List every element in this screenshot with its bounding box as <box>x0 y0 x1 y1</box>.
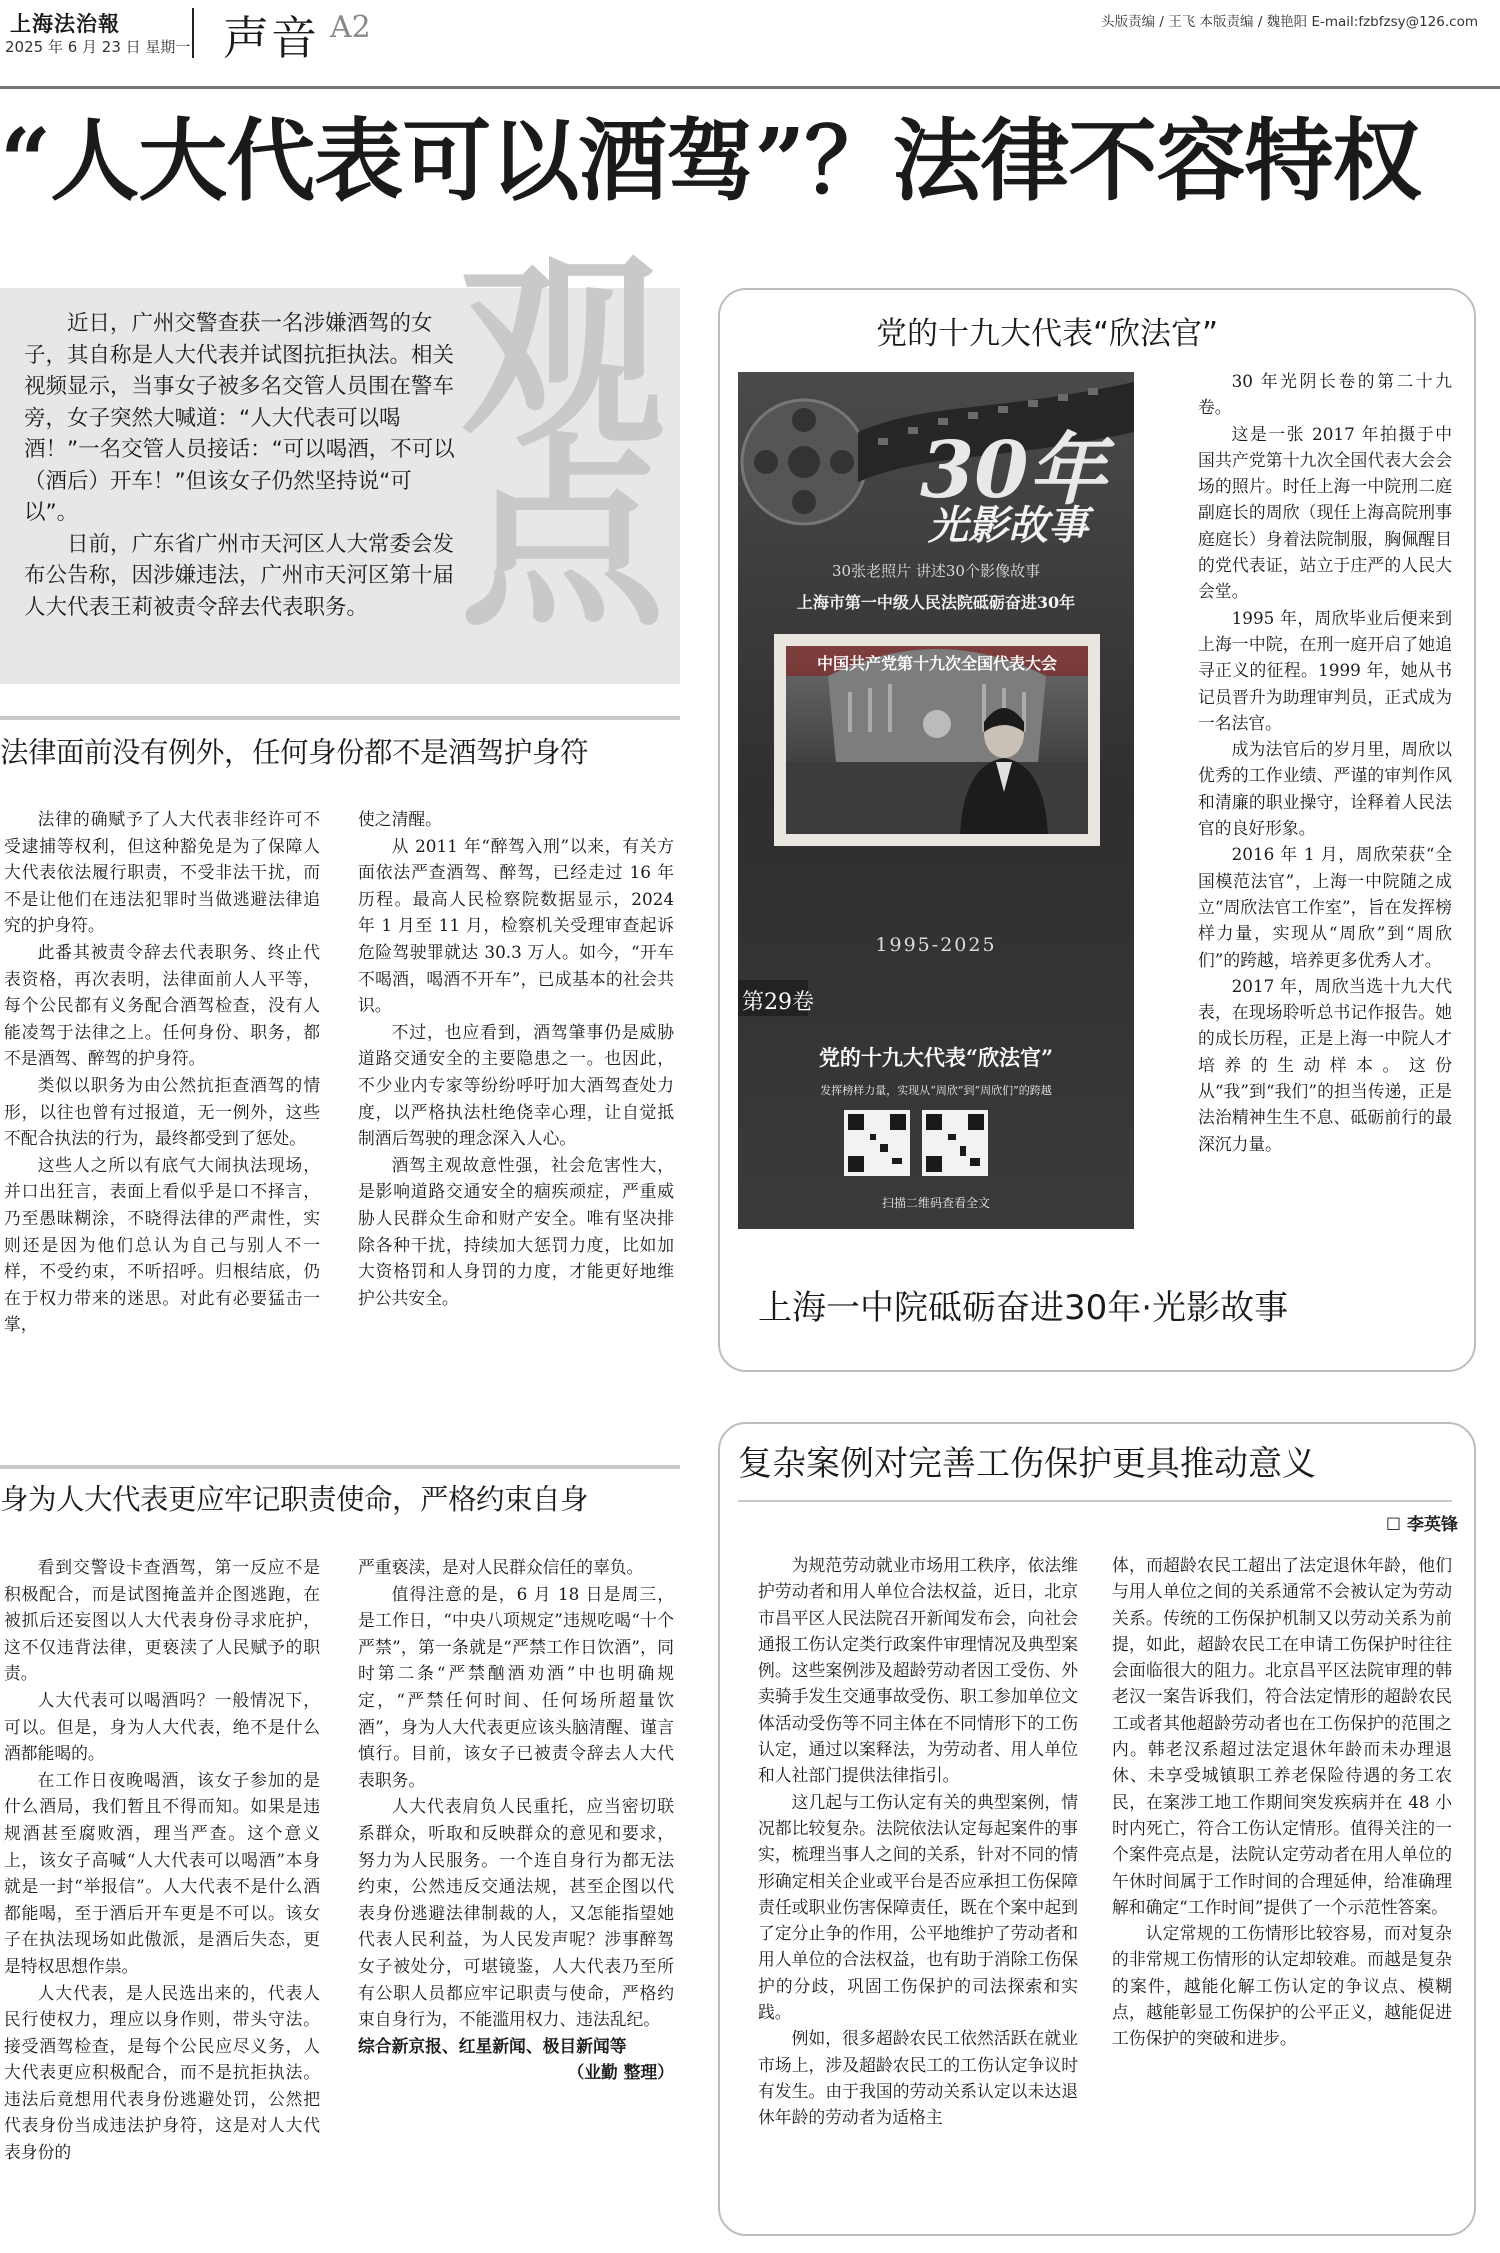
photo-tagline: 30张老照片 讲述30个影像故事 <box>832 562 1040 580</box>
photo-feature-paragraph: 2017 年，周欣当选十九大代表，在现场聆听总书记作报告。她的成长历程，正是上海一中院人才培养的生动样本。这份从“我”到“我们”的担当传递，正是法治精神生生不息、砥砺前行的最深沉力量。 <box>1198 975 1452 1154</box>
article2-paragraph: 看到交警设卡查酒驾，第一反应不是积极配合，而是试图掩盖并企图逃跑，在被抓后还妄图以人大代表身份寻求庇护，这不仅违背法律，更亵渎了人民赋予的职责。 <box>4 1557 320 1684</box>
photo-subtitle: 上海市第一中级人民法院砥砺奋进30年 <box>796 593 1076 612</box>
section-name: 声音 <box>223 11 319 65</box>
photo-feature-paragraph: 成为法官后的岁月里，周欣以优秀的工作业绩、严谨的审判作风和清廉的职业操守，诠释着人民法官的良好形象。 <box>1198 739 1452 839</box>
commentary-paragraph: 认定常规的工伤情形比较容易，而对复杂的非常规工伤情形的认定却较难。而越是复杂的案件，越能化解工伤认定的争议点、模糊点，越能彰显工伤保护的公平正义，越能促进工伤保护的突破和进步。 <box>1112 1923 1452 2049</box>
commentary-title: 复杂案例对完善工伤保护更具推动意义 <box>738 1444 1316 1484</box>
source-credit: 综合新京报、红星新闻、极目新闻等 <box>358 2035 627 2056</box>
opinion-watermark: 观点 <box>460 235 665 655</box>
article2-credit <box>358 2033 674 2087</box>
commentary-paragraph: 为规范劳动就业市场用工秩序，依法维护劳动者和用人单位合法权益，近日，北京市昌平区人民法院召开新闻发布会，向社会通报工伤认定类行政案件审理情况及典型案例。这些案例涉及超龄劳动者因工受伤、外卖骑手发生交通事故受伤、职工参加单位文体活动受伤等不同主体在不同情形下的工伤认定，通过以案释法，为劳动者、用人单位和人社部门提供法律指引。 <box>758 1555 1078 1786</box>
article1-paragraph: 从 2011 年“醉驾入刑”以来，有关方面依法严查酒驾、醉驾，已经走过 16 年历程。最高人民检察院数据显示，2024 年 1 月至 11 月，检察机关受理审查起诉危险驾驶罪就达 30.3 万人。如今，“开车不喝酒，喝酒不开车”，已成基本的社会共识。 <box>358 835 674 1016</box>
masthead <box>0 0 1500 70</box>
photo-feature-text <box>1198 368 1452 1157</box>
photo-feature-paragraph: 1995 年，周欣毕业后便来到上海一中院，在刑一庭开启了她追寻正义的征程。1999 年，她从书记员晋升为助理审判员，正式成为一名法官。 <box>1198 607 1452 733</box>
article2-paragraph: 人大代表，是人民选出来的，代表人民行使权力，理应以身作则，带头守法。接受酒驾检查，是每个公民应尽义务，人大代表更应积极配合，而不是抗拒执法。违法后竟想用代表身份逃避处罚，公然把代表身份当成违法护身符，这是对人大代表身份的 <box>4 1982 320 2163</box>
article2-paragraph: 在工作日夜晚喝酒，该女子参加的是什么酒局，我们暂且不得而知。如果是违规酒甚至腐败酒，理当严查。这个意义上，该女子高喊“人大代表可以喝酒”本身就是一封“举报信”。人大代表不是什么酒都能喝，至于酒后开车更是不可以。该女子在执法现场如此傲派，是酒后失态，更是特权思想作祟。 <box>4 1769 320 1976</box>
publication-date: 2025 年 6 月 23 日 星期一 <box>5 38 191 56</box>
photo-feature-paragraph: 这是一张 2017 年拍摄于中国共产党第十九次全国代表大会会场的照片。时任上海一中院刑二庭副庭长的周欣（现任上海高院刑事庭庭长）身着法院制服，胸佩醒目的党代表证，站立于庄严的人民大会堂。 <box>1198 423 1452 602</box>
article2-paragraph: 严重亵渎，是对人民群众信任的辜负。 <box>358 1557 644 1577</box>
article2-column-2 <box>358 1554 674 2087</box>
article2-column-1 <box>4 1554 320 2166</box>
article1-column-2 <box>358 806 674 1311</box>
section-rule <box>0 716 680 720</box>
photo-inner-tag: 发挥榜样力量，实现从“周欣”到“周欣们”的跨越 <box>820 1084 1052 1097</box>
article2-paragraph: 人大代表可以喝酒吗？一般情况下，可以。但是，身为人大代表，绝不是什么酒都能喝的。 <box>4 1689 320 1764</box>
commentary-column-1 <box>758 1552 1078 2131</box>
photo-volume: 第29卷 <box>742 990 814 1015</box>
article2-paragraph: 人大代表肩负人民重托，应当密切联系群众，听取和反映群众的意见和要求，努力为人民服务。一个连自身行为都无法约束，公然违反交通法规，甚至企图以代表身份逃避法律制裁的人，又怎能指望她代表人民利益，为人民发声呢？涉事醉驾女子被处分，可堪镜鉴，人大代表乃至所有公职人员都应牢记职责与使命，严格约束自身行为，不能滥用权力、违法乱纪。 <box>358 1796 674 2030</box>
article1-paragraph: 酒驾主观故意性强，社会危害性大，是影响道路交通安全的痼疾顽症，严重威胁人民群众生命和财产安全。唯有坚决排除各种干扰，持续加大惩罚力度，比如加大资格罚和人身罚的力度，才能更好地维护公共安全。 <box>358 1154 674 1308</box>
photo-inner-title: 党的十九大代表“欣法官” <box>818 1045 1054 1070</box>
article1-paragraph: 此番其被责令辞去代表职务、终止代表资格，再次表明，法律面前人人平等，每个公民都有义务配合酒驾检查，没有人能凌驾于法律之上。任何身份、职务，都不是酒驾、醉驾的护身符。 <box>4 941 320 1069</box>
masthead-divider <box>192 8 194 58</box>
article1-paragraph: 不过，也应看到，酒驾肇事仍是威胁道路交通安全的主要隐患之一。也因此，不少业内专家等纷纷呼吁加大酒驾查处力度，以严格执法杜绝侥幸心理，让自觉抵制酒后驾驶的理念深入人心。 <box>358 1021 674 1149</box>
lead-paragraph: 近日，广州交警查获一名涉嫌酒驾的女子，其自称是人大代表并试图抗拒执法。相关视频显示，当事女子被多名交管人员围在警车旁，女子突然大喊道：“人大代表可以喝酒！”一名交管人员接话：“可以喝酒，不可以（酒后）开车！”但该女子仍然坚持说“可以”。 <box>24 311 455 525</box>
photo-feature-caption: 上海一中院砥砺奋进30年·光影故事 <box>758 1288 1289 1328</box>
page-headline: “人大代表可以酒驾”？法律不容特权 <box>0 108 1421 213</box>
photo-big-number: 30年 <box>920 425 1107 516</box>
commentary-byline: ☐ 李英锋 <box>1385 1515 1458 1535</box>
section-rule <box>0 1465 680 1469</box>
article1-paragraph: 使之清醒。 <box>358 809 442 829</box>
feature-photo <box>738 372 1134 1229</box>
article1-paragraph: 类似以职务为由公然抗拒查酒驾的情形，以往也曾有过报道，无一例外，这些不配合执法的行为，最终都受到了惩处。 <box>4 1074 320 1149</box>
lead-paragraph: 日前，广东省广州市天河区人大常委会发布公告称，因涉嫌违法，广州市天河区第十届人大代表王莉被责令辞去代表职务。 <box>24 531 455 620</box>
commentary-paragraph: 这几起与工伤认定有关的典型案例，情况都比较复杂。法院依法认定每起案件的事实，梳理当事人之间的关系，针对不同的情形确定相关企业或平台是否应承担工伤保障责任或职业伤害保障责任，既在个案中起到了定分止争的作用，公平地维护了劳动者和用人单位的合法权益，也有助于消除工伤保护的分歧，巩固工伤保护的司法探索和实践。 <box>758 1791 1078 2023</box>
article1-paragraph: 法律的确赋予了人大代表非经许可不受逮捕等权利，但这种豁免是为了保障人大代表依法履行职责，不受非法干扰，而不是让他们在违法犯罪时当做逃避法律追究的护身符。 <box>4 809 320 936</box>
photo-feature-paragraph: 2016 年 1 月，周欣荣获“全国模范法官”，上海一中院随之成立“周欣法官工作室”，旨在发挥榜样力量，实现从“周欣”到“周欣们”的跨越，培养更多优秀人才。 <box>1198 844 1452 970</box>
editor-credits: 头版责编 / 王飞 本版责编 / 魏艳阳 E-mail:fzbfzsy@126.com <box>1101 14 1478 30</box>
commentary-rule <box>738 1500 1452 1502</box>
masthead-rule <box>0 86 1500 89</box>
newspaper-logo: 上海法治報 <box>10 11 120 36</box>
lead-text <box>24 308 464 623</box>
article1-paragraph: 这些人之所以有底气大闹执法现场，并口出狂言，表面上看似乎是口不择言，乃至愚昧糊涂，不晓得法律的严肃性，实则还是因为他们总认为自己与别人不一样，不受约束，不听招呼。归根结底，仍在于权力带来的迷思。对此有必要猛击一掌， <box>4 1154 320 1335</box>
article1-column-1 <box>4 806 320 1338</box>
photo-years: 1995-2025 <box>875 934 997 956</box>
commentary-paragraph: 例如，很多超龄农民工依然活跃在就业市场上，涉及超龄农民工的工伤认定争议时有发生。由于我国的劳动关系认定以未达退休年龄的劳动者为适格主 <box>758 2028 1078 2128</box>
page-number: A2 <box>330 10 371 45</box>
editor-credit: （业勤 整理） <box>567 2061 674 2082</box>
photo-big-subtitle: 光影故事 <box>928 502 1088 549</box>
article1-heading: 法律面前没有例外，任何身份都不是酒驾护身符 <box>0 736 589 769</box>
article2-heading: 身为人大代表更应牢记职责使命，严格约束自身 <box>0 1483 589 1516</box>
photo-feature-title: 党的十九大代表“欣法官” <box>876 316 1219 352</box>
photo-banner: 中国共产党第十九次全国代表大会 <box>816 654 1057 673</box>
photo-feature-paragraph: 30 年光阴长卷的第二十九卷。 <box>1198 371 1452 418</box>
qr-caption: 扫描二维码查看全文 <box>881 1196 990 1210</box>
commentary-paragraph: 体，而超龄农民工超出了法定退休年龄，他们与用人单位之间的关系通常不会被认定为劳动关系。传统的工伤保护机制又以劳动关系为前提，如此，超龄农民工在申请工伤保护时往往会面临很大的阻力。北京昌平区法院审理的韩老汉一案告诉我们，符合法定情形的超龄农民工或者其他超龄劳动者也在工伤保护的范围之内。韩老汉系超过法定退休年龄而未办理退休、未享受城镇职工养老保险待遇的务工农民，在案涉工地工作期间突发疾病并在 48 小时内死亡，符合工伤认定情形。值得关注的一个案件亮点是，法院认定劳动者在用人单位的午休时间属于工作时间的合理延伸，给准确理解和确定“工作时间”提供了一个示范性答案。 <box>1112 1555 1452 1917</box>
commentary-column-2 <box>1112 1552 1452 2052</box>
article2-paragraph: 值得注意的是，6 月 18 日是周三，是工作日，“中央八项规定”违规吃喝“十个严禁”，第一条就是“严禁工作日饮酒”，同时第二条“严禁酗酒劝酒”中也明确规定，“严禁任何时间、任何场所超量饮酒”，身为人大代表更应该头脑清醒、谨言慎行。目前，该女子已被责令辞去人大代表职务。 <box>358 1583 674 1790</box>
